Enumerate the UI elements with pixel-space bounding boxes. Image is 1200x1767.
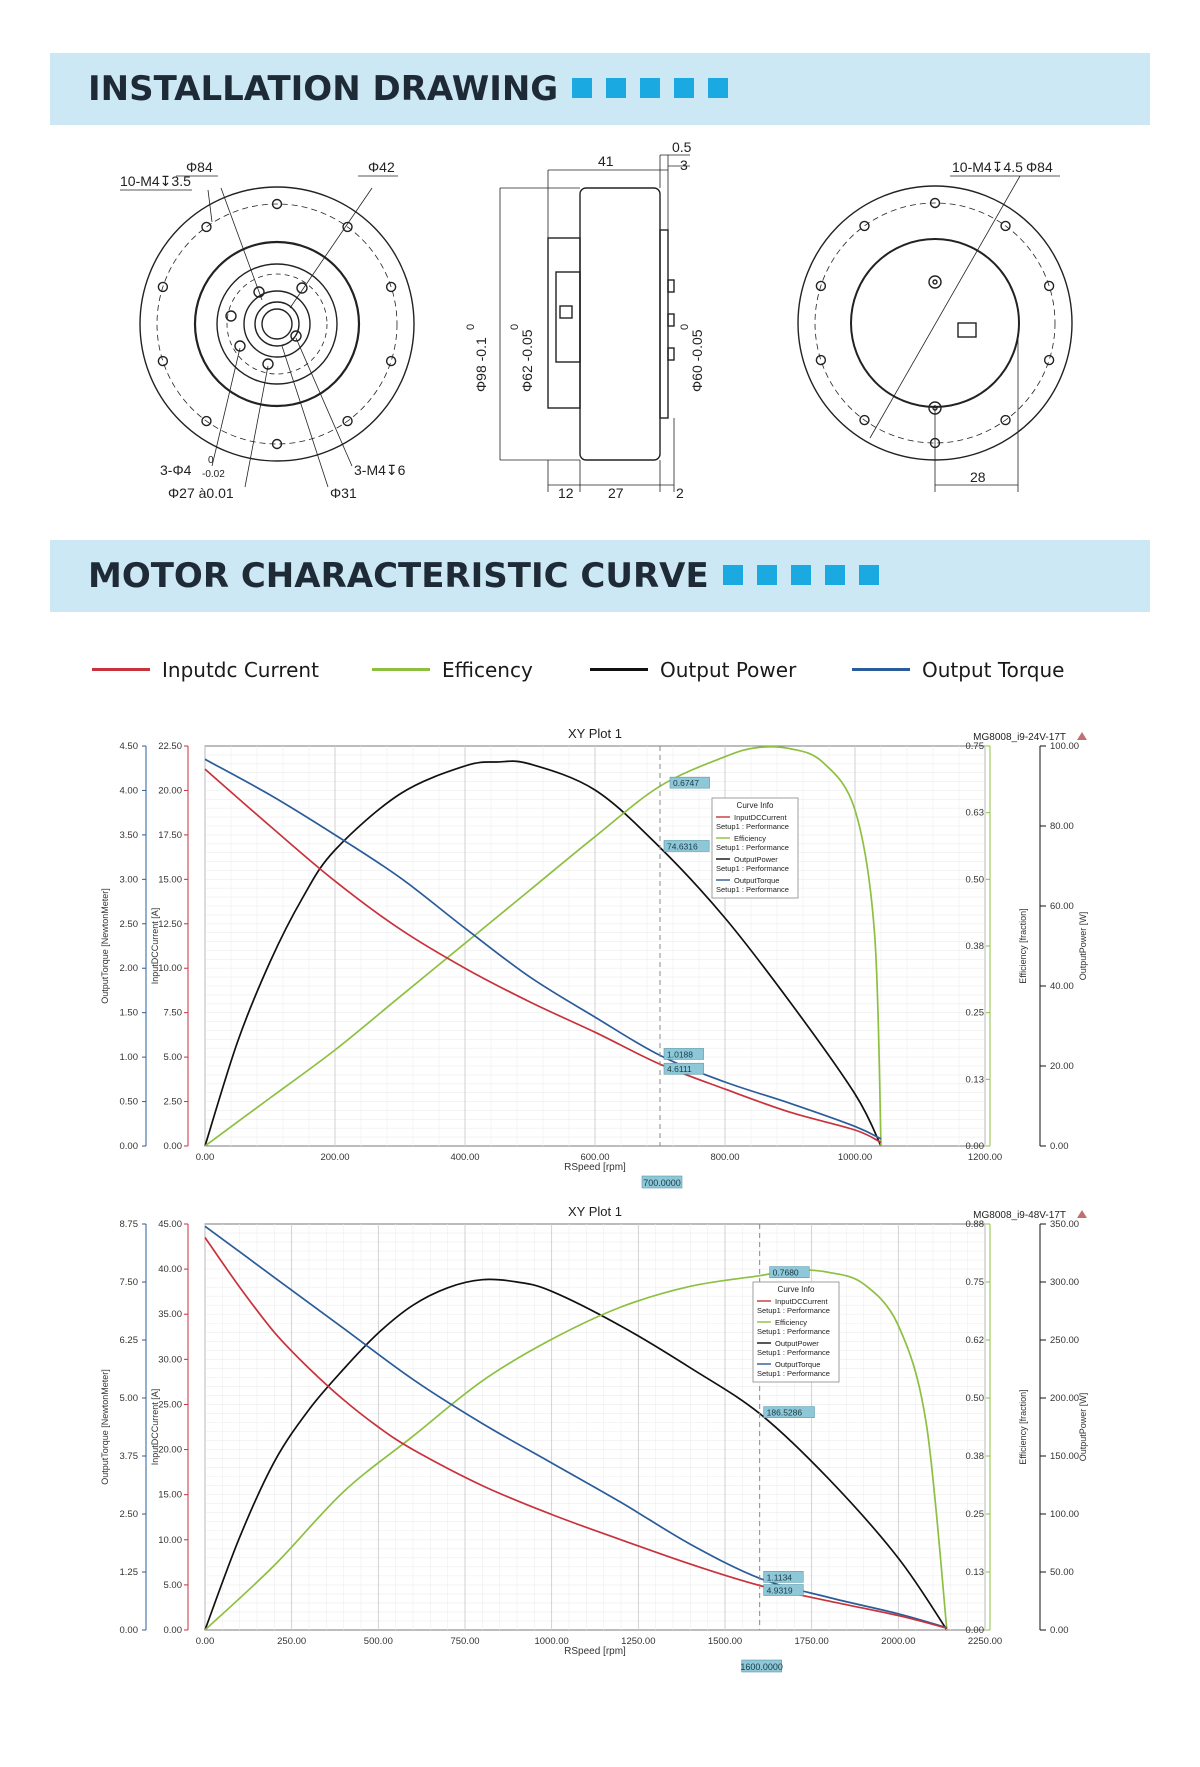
curve-info-sub: Setup1 : Performance — [716, 885, 789, 894]
dim-side-t05: 0.5 — [672, 139, 692, 155]
marker-value-current: 4.6111 — [667, 1064, 692, 1075]
torque-tick-label: 7.50 — [119, 1277, 138, 1288]
legend-item-current — [92, 650, 319, 690]
x-tick-label: 250.00 — [277, 1636, 307, 1647]
curve-banner — [50, 540, 1150, 612]
torque-tick-label: 2.50 — [119, 1509, 138, 1520]
legend-item-power — [590, 650, 796, 690]
current-tick-label: 40.00 — [158, 1264, 182, 1276]
x-axis-label: RSpeed [rpm] — [564, 1162, 626, 1173]
legend-swatch — [92, 668, 150, 671]
torque-tick-label: 8.75 — [119, 1219, 138, 1230]
current-axis-label: InputDCCurrent [A] — [150, 1388, 160, 1466]
dim-rear-d84: Φ84 — [1026, 159, 1053, 175]
chart-title: XY Plot 1 — [568, 726, 622, 741]
current-tick-label: 15.00 — [158, 874, 182, 886]
curve-title-text: MOTOR CHARACTERISTIC CURVE — [88, 556, 709, 596]
curve-info-sub: Setup1 : Performance — [757, 1327, 830, 1336]
curve-info-item: Efficiency — [775, 1318, 807, 1327]
eff-tick-label: 0.50 — [965, 1393, 984, 1404]
x-tick-label: 0.00 — [195, 1152, 215, 1163]
current-tick-label: 0.00 — [163, 1141, 182, 1152]
torque-tick-label: 2.50 — [119, 918, 138, 930]
legend-label: Output Torque — [922, 658, 1065, 682]
marker-value-current: 4.9319 — [766, 1585, 793, 1596]
accent-square — [708, 78, 728, 98]
x-tick-label: 500.00 — [363, 1636, 393, 1647]
legend-label: Inputdc Current — [162, 658, 319, 682]
curve-info-item: Efficiency — [734, 834, 766, 843]
marker-value-eff: 0.7680 — [772, 1267, 799, 1278]
dim-side-b12: 12 — [558, 485, 574, 501]
eff-tick-label: 0.25 — [965, 1007, 984, 1019]
x-tick-label: 600.00 — [580, 1152, 610, 1163]
curve-info-sub: Setup1 : Performance — [716, 843, 789, 852]
chart-48v — [0, 1198, 1200, 1688]
current-tick-label: 10.00 — [158, 963, 182, 975]
dim-front-d42: Φ42 — [368, 159, 395, 175]
marker-value-torque: 1.0188 — [667, 1049, 693, 1060]
installation-title — [88, 53, 728, 125]
power-tick-label: 100.00 — [1050, 1509, 1080, 1520]
x-tick-label: 2000.00 — [881, 1636, 916, 1647]
power-tick-label: 50.00 — [1050, 1567, 1074, 1578]
eff-tick-label: 0.63 — [965, 807, 984, 819]
power-tick-label: 200.00 — [1050, 1393, 1080, 1404]
curve-info-item: InputDCCurrent — [775, 1297, 828, 1306]
x-tick-label: 1000.00 — [837, 1152, 873, 1163]
power-tick-label: 80.00 — [1050, 821, 1074, 832]
power-tick-label: 300.00 — [1050, 1277, 1080, 1288]
current-tick-label: 0.00 — [163, 1625, 182, 1636]
x-tick-label: 1000.00 — [534, 1636, 569, 1647]
eff-tick-label: 0.75 — [965, 1277, 984, 1288]
dim-side-d98: Φ98 -0.1 — [473, 337, 489, 392]
eff-tick-label: 0.00 — [965, 1141, 984, 1152]
torque-tick-label: 1.00 — [119, 1052, 138, 1064]
torque-tick-label: 1.50 — [119, 1007, 138, 1019]
x-tick-label: 800.00 — [710, 1152, 740, 1163]
x-tick-label: 1750.00 — [794, 1636, 829, 1647]
x-tick-label: 2250.00 — [967, 1636, 1003, 1647]
front-bolt-hole — [387, 357, 396, 366]
curve-info-sub: Setup1 : Performance — [757, 1306, 830, 1315]
power-tick-label: 60.00 — [1050, 901, 1074, 912]
curve-info-item: OutputPower — [775, 1339, 819, 1348]
accent-square — [640, 78, 660, 98]
curve-info-sub: Setup1 : Performance — [757, 1348, 830, 1357]
dim-side-d60: Φ60 -0.05 — [689, 329, 705, 392]
curve-info-sub: Setup1 : Performance — [716, 822, 789, 831]
current-tick-label: 17.50 — [158, 829, 182, 841]
eff-axis-label: Efficiency [fraction] — [1018, 908, 1028, 984]
x-tick-label: 1250.00 — [621, 1636, 656, 1647]
current-tick-label: 5.00 — [163, 1052, 182, 1064]
accent-square — [825, 565, 845, 585]
dim-rear-w28: 28 — [970, 469, 986, 485]
chart-24v — [0, 720, 1200, 1200]
front-bolt-hole — [158, 357, 167, 366]
torque-tick-label: 0.50 — [119, 1096, 138, 1108]
eff-tick-label: 0.13 — [965, 1074, 984, 1086]
chart-title: XY Plot 1 — [568, 1204, 622, 1219]
torque-tick-label: 3.75 — [119, 1451, 138, 1462]
torque-axis-label: OutputTorque [NewtonMeter] — [100, 888, 110, 1004]
dim-side-d60-top: 0 — [679, 323, 691, 330]
marker-value-torque: 1.1134 — [766, 1572, 793, 1583]
rear-view — [798, 176, 1072, 492]
marker-value-power: 74.6316 — [667, 841, 698, 852]
curve-info-item: OutputPower — [734, 855, 778, 864]
eff-tick-label: 0.88 — [965, 1219, 984, 1230]
dim-side-b2: 2 — [676, 485, 684, 501]
power-tick-label: 0.00 — [1050, 1141, 1069, 1152]
accent-square — [606, 78, 626, 98]
plot-area — [205, 746, 985, 1146]
power-axis-label: OutputPower [W] — [1078, 911, 1088, 981]
accent-square — [572, 78, 592, 98]
power-tick-label: 20.00 — [1050, 1061, 1074, 1072]
dim-front-pins-tol-top: 0 — [208, 455, 214, 466]
dim-side-w41: 41 — [598, 153, 614, 169]
front-view — [120, 176, 414, 487]
eff-tick-label: 0.25 — [965, 1509, 984, 1520]
power-tick-label: 100.00 — [1050, 741, 1080, 752]
torque-tick-label: 1.25 — [119, 1567, 138, 1578]
current-tick-label: 15.00 — [158, 1489, 182, 1501]
installation-banner — [50, 53, 1150, 125]
power-tick-label: 250.00 — [1050, 1335, 1080, 1346]
torque-tick-label: 2.00 — [119, 963, 138, 975]
eff-tick-label: 0.13 — [965, 1567, 984, 1578]
accent-square — [791, 565, 811, 585]
dim-side-d62: Φ62 -0.05 — [519, 329, 535, 392]
current-tick-label: 20.00 — [158, 1444, 182, 1456]
marker-x-label: 1600.0000 — [740, 1662, 783, 1672]
x-tick-label: 1500.00 — [707, 1636, 743, 1647]
power-tick-label: 0.00 — [1050, 1625, 1069, 1636]
eff-axis-label: Efficiency [fraction] — [1018, 1389, 1028, 1465]
x-tick-label: 1200.00 — [967, 1152, 1003, 1163]
dim-front-d31: Φ31 — [330, 485, 357, 501]
legend-swatch — [372, 668, 430, 671]
power-tick-label: 40.00 — [1050, 981, 1074, 992]
current-tick-label: 10.00 — [158, 1534, 182, 1546]
accent-square — [674, 78, 694, 98]
dim-front-screws: 3-M4↧6 — [354, 462, 406, 478]
model-triangle-icon — [1077, 1210, 1087, 1218]
current-tick-label: 5.00 — [163, 1579, 182, 1591]
side-view — [500, 155, 690, 492]
front-bolt-hole — [202, 222, 211, 231]
x-tick-label: 0.00 — [195, 1636, 215, 1647]
torque-axis-label: OutputTorque [NewtonMeter] — [100, 1369, 110, 1485]
power-tick-label: 150.00 — [1050, 1451, 1080, 1462]
dim-front-pins-tol-bot: -0.02 — [202, 469, 225, 480]
rear-bolt-hole — [860, 221, 869, 230]
current-axis-label: InputDCCurrent [A] — [150, 907, 160, 985]
dim-front-holes: 10-M4↧3.5 — [120, 173, 191, 189]
installation-drawing — [0, 130, 1200, 530]
power-tick-label: 350.00 — [1050, 1219, 1080, 1230]
dim-side-d62-top: 0 — [509, 323, 521, 330]
curve-info-sub: Setup1 : Performance — [757, 1369, 830, 1378]
dim-front-pins: 3-Φ4 — [160, 462, 192, 478]
torque-tick-label: 0.00 — [119, 1625, 138, 1636]
x-tick-label: 200.00 — [320, 1152, 350, 1163]
current-tick-label: 25.00 — [158, 1399, 182, 1411]
current-tick-label: 2.50 — [163, 1096, 182, 1108]
eff-tick-label: 0.00 — [965, 1625, 984, 1636]
current-tick-label: 45.00 — [158, 1219, 182, 1230]
eff-tick-label: 0.38 — [965, 941, 984, 952]
torque-tick-label: 4.00 — [119, 785, 138, 797]
dim-side-b27: 27 — [608, 485, 624, 501]
chart-model: MG8008_i9-48V-17T — [973, 1210, 1066, 1221]
current-tick-label: 7.50 — [163, 1007, 182, 1019]
legend — [0, 650, 1200, 690]
curve-info-box — [712, 798, 798, 898]
dim-front-d84: Φ84 — [186, 159, 213, 175]
torque-tick-label: 5.00 — [119, 1393, 138, 1404]
dim-front-d27: Φ27 à0.01 — [168, 485, 234, 501]
x-tick-label: 400.00 — [450, 1152, 480, 1163]
curve-info-item: OutputTorque — [775, 1360, 821, 1369]
current-tick-label: 35.00 — [158, 1309, 182, 1321]
marker-value-power: 186.5286 — [766, 1407, 803, 1418]
power-axis-label: OutputPower [W] — [1078, 1392, 1088, 1462]
accent-square — [723, 565, 743, 585]
plot-frame — [205, 1224, 985, 1630]
curve-info-sub: Setup1 : Performance — [716, 864, 789, 873]
legend-label: Output Power — [660, 658, 797, 682]
rear-bolt-hole — [1045, 356, 1054, 365]
legend-item-torque — [852, 650, 1064, 690]
curve-title — [88, 540, 879, 612]
torque-tick-label: 3.50 — [119, 829, 138, 841]
chart-model: MG8008_i9-24V-17T — [973, 732, 1066, 743]
marker-x-label: 700.0000 — [643, 1178, 681, 1188]
current-tick-label: 30.00 — [158, 1354, 182, 1366]
plot-area — [205, 1224, 985, 1630]
curve-info-title: Curve Info — [736, 801, 774, 810]
model-triangle-icon — [1077, 732, 1087, 740]
current-tick-label: 20.00 — [158, 785, 182, 797]
torque-tick-label: 6.25 — [119, 1335, 138, 1346]
torque-tick-label: 3.00 — [119, 874, 138, 886]
curve-info-item: OutputTorque — [734, 876, 780, 885]
marker-value-eff: 0.6747 — [673, 778, 699, 789]
dim-rear-holes: 10-M4↧4.5 — [952, 159, 1023, 175]
curve-info-item: InputDCCurrent — [734, 813, 787, 822]
dim-side-d98-top: 0 — [465, 323, 477, 330]
eff-tick-label: 0.62 — [965, 1335, 984, 1346]
legend-swatch — [590, 668, 648, 671]
accent-square — [859, 565, 879, 585]
installation-title-text: INSTALLATION DRAWING — [88, 69, 559, 109]
eff-tick-label: 0.38 — [965, 1451, 984, 1462]
torque-tick-label: 4.50 — [119, 741, 138, 752]
accent-square — [757, 565, 777, 585]
dim-side-t3: 3 — [680, 157, 688, 173]
current-tick-label: 12.50 — [158, 918, 182, 930]
curve-info-title: Curve Info — [777, 1285, 815, 1294]
curve-info-box — [753, 1282, 839, 1382]
legend-label: Efficency — [442, 658, 533, 682]
torque-tick-label: 0.00 — [119, 1141, 138, 1152]
rear-bolt-hole — [816, 356, 825, 365]
current-tick-label: 22.50 — [158, 741, 182, 752]
legend-item-efficiency — [372, 650, 533, 690]
eff-tick-label: 0.50 — [965, 874, 984, 886]
eff-tick-label: 0.75 — [965, 741, 984, 752]
x-axis-label: RSpeed [rpm] — [564, 1646, 626, 1657]
legend-swatch — [852, 668, 910, 671]
x-tick-label: 750.00 — [450, 1636, 480, 1647]
